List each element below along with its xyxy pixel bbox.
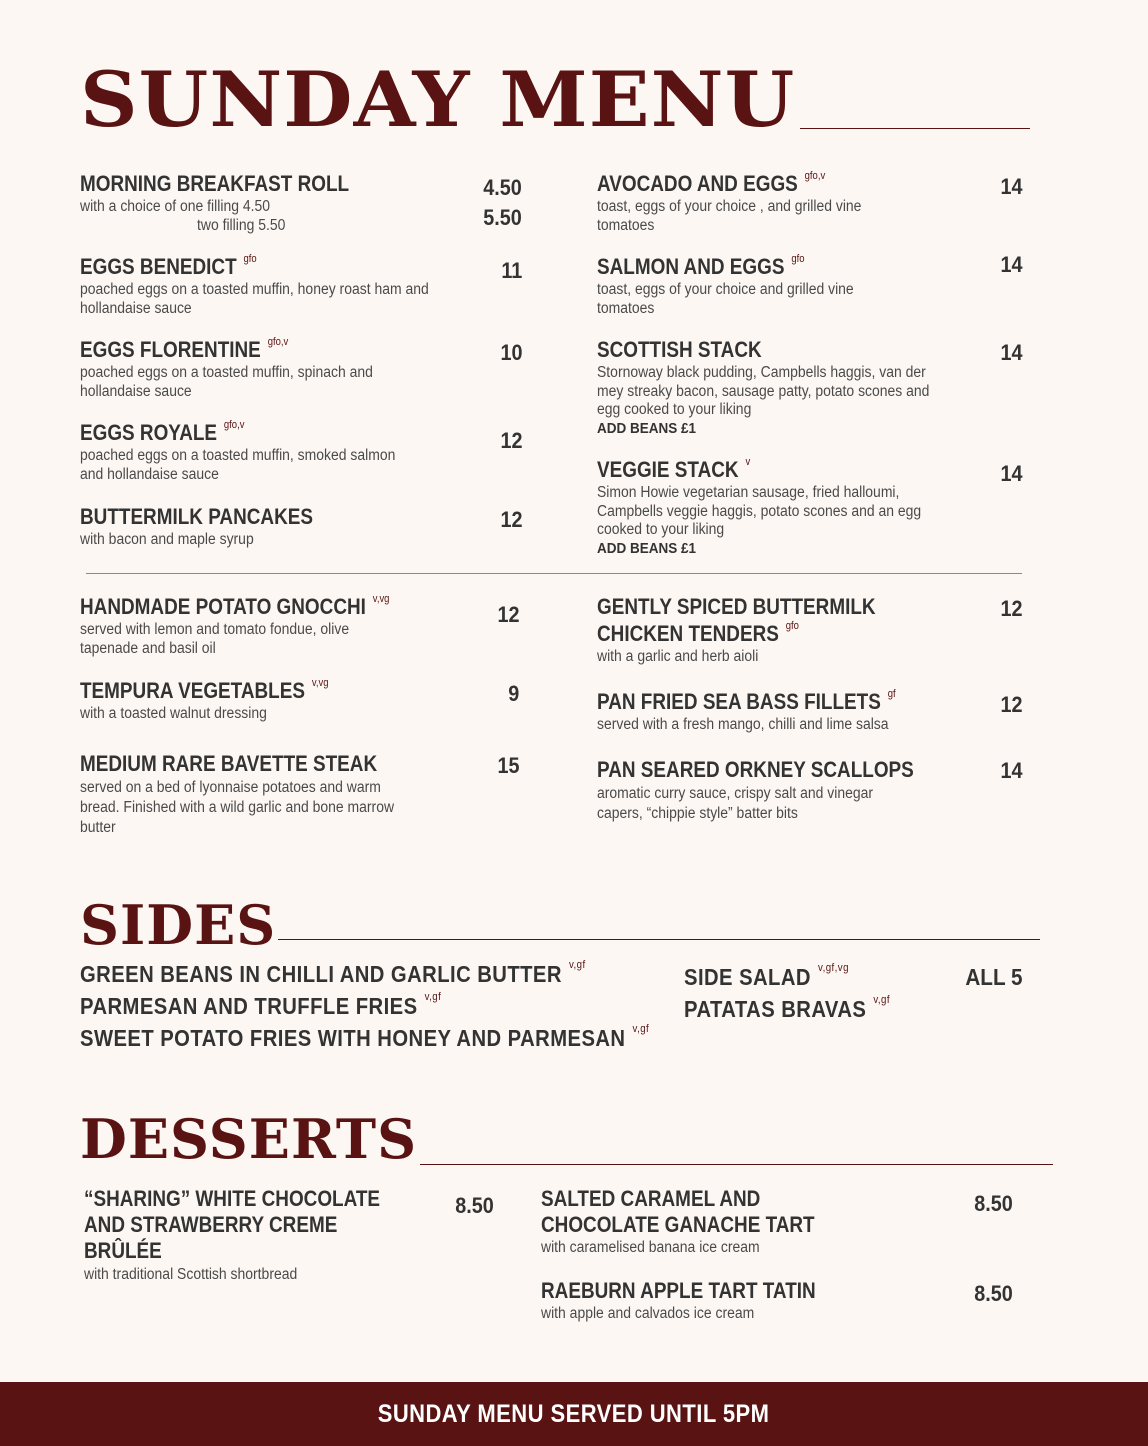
item-price: 12	[496, 602, 519, 627]
menu-item	[597, 758, 987, 824]
menu-item	[80, 679, 480, 724]
item-price: 14	[999, 174, 1022, 199]
dietary-tag: v,vg	[311, 677, 329, 689]
item-price: 12	[999, 692, 1022, 717]
item-name: PAN FRIED SEA BASS FILLETS $^{gf}$	[597, 688, 896, 714]
item-name: MEDIUM RARE BAVETTE STEAK	[80, 751, 378, 776]
item-name: EGGS ROYALE $^{gfo,v}$	[80, 419, 245, 445]
item-name: SALTED CARAMEL AND	[541, 1186, 761, 1211]
sides-list	[80, 961, 680, 1057]
dietary-tag: v,gf	[632, 1023, 650, 1035]
item-description: Stornoway black pudding, Campbells haggis, van der mey streaky bacon, sausage patty, potato scones and egg cooked to your liking	[597, 364, 930, 419]
side-item: PATATAS BRAVAS $^{v,gf}$	[684, 994, 891, 1022]
item-price: 12	[999, 596, 1022, 621]
menu-item	[597, 595, 987, 667]
dietary-tag: v,gf	[424, 991, 442, 1003]
dietary-tag: v,vg	[372, 593, 390, 605]
menu-item	[80, 421, 460, 484]
item-name: CHICKEN TENDERS $^{gfo}$	[597, 620, 799, 647]
item-price: 9	[507, 681, 519, 706]
item-description: served on a bed of lyonnaise potatoes and warm bread. Finished with a wild garlic and bone marrow butter	[80, 779, 395, 837]
side-item: SIDE SALAD $^{v,gf,vg}$	[684, 962, 849, 990]
dietary-tag: gf	[887, 688, 896, 700]
item-name: AND STRAWBERRY CREME	[84, 1212, 338, 1238]
dietary-tag: gfo,v	[267, 336, 289, 348]
title-rule	[800, 128, 1030, 129]
sides-heading: SIDES	[80, 893, 277, 957]
item-description: with a garlic and herb aioli	[597, 648, 759, 666]
item-description: toast, eggs of your choice , and grilled vine tomatoes	[597, 198, 862, 234]
item-name: TEMPURA VEGETABLES $^{v,vg}$	[80, 677, 329, 703]
menu-item	[597, 338, 987, 438]
item-description: toast, eggs of your choice and grilled vine tomatoes	[597, 281, 854, 317]
dessert-item	[84, 1187, 444, 1284]
item-name: EGGS BENEDICT $^{gfo}$	[80, 253, 257, 279]
menu-item	[80, 595, 480, 658]
menu-item	[597, 458, 987, 558]
dietary-tag: gfo	[785, 620, 799, 633]
item-name: SCOTTISH STACK	[597, 337, 762, 362]
sides-price: ALL 5	[964, 964, 1022, 990]
item-price: 14	[999, 252, 1022, 277]
item-name: SALMON AND EGGS $^{gfo}$	[597, 253, 805, 279]
item-price: 8.50	[974, 1281, 1013, 1306]
item-price: 8.50	[455, 1193, 494, 1218]
item-price: 12	[499, 428, 522, 453]
item-description: with bacon and maple syrup	[80, 531, 254, 549]
item-price: 14	[999, 758, 1022, 783]
item-name: BRÛLÉE	[84, 1238, 162, 1264]
item-description: with apple and calvados ice cream	[541, 1305, 755, 1323]
item-name: EGGS FLORENTINE $^{gfo,v}$	[80, 336, 289, 362]
item-description: poached eggs on a toasted muffin, spinach and hollandaise sauce	[80, 364, 373, 400]
sides-rule	[278, 939, 1040, 940]
dietary-tag: v	[745, 456, 751, 468]
item-name: GENTLY SPICED BUTTERMILK	[597, 594, 876, 619]
menu-item	[597, 255, 977, 318]
page-title: SUNDAY MENU	[80, 55, 796, 144]
item-addon: ADD BEANS £1	[597, 539, 697, 557]
item-price: 14	[999, 340, 1022, 365]
item-name: VEGGIE STACK $^v$	[597, 456, 751, 482]
dietary-tag: gfo,v	[804, 170, 826, 182]
dietary-tag: v,gf,vg	[818, 962, 849, 974]
item-price: 4.50	[483, 175, 522, 200]
item-description: with caramelised banana ice cream	[541, 1239, 760, 1257]
item-name: PAN SEARED ORKNEY SCALLOPS	[597, 757, 914, 782]
item-price: 11	[501, 258, 522, 283]
item-name: CHOCOLATE GANACHE TART	[541, 1212, 815, 1238]
side-item: GREEN BEANS IN CHILLI AND GARLIC BUTTER $^{v,gf}$	[80, 959, 586, 987]
menu-item	[80, 338, 460, 401]
item-description: with traditional Scottish shortbread	[84, 1265, 298, 1283]
dietary-tag: gfo,v	[223, 419, 245, 431]
footer-banner	[0, 1382, 1148, 1446]
desserts-rule	[420, 1164, 1053, 1165]
section-divider	[86, 573, 1022, 574]
item-price: 5.50	[483, 205, 522, 230]
item-name: MORNING BREAKFAST ROLL	[80, 171, 350, 196]
dietary-tag: gfo	[243, 253, 257, 265]
item-name: BUTTERMILK PANCAKES	[80, 504, 313, 529]
item-name: AVOCADO AND EGGS $^{gfo,v}$	[597, 170, 826, 196]
footer-text: SUNDAY MENU SERVED UNTIL 5PM	[378, 1399, 770, 1428]
dietary-tag: gfo	[791, 253, 805, 265]
menu-item	[80, 505, 460, 550]
item-description: with a toasted walnut dressing	[80, 705, 267, 723]
item-description: served with a fresh mango, chilli and lime salsa	[597, 716, 889, 734]
item-description: poached eggs on a toasted muffin, smoked salmon and hollandaise sauce	[80, 447, 396, 483]
menu-item	[597, 172, 977, 235]
dessert-item	[541, 1187, 901, 1258]
side-item: SWEET POTATO FRIES WITH HONEY AND PARMESAN $^{v,gf}$	[80, 1023, 650, 1051]
desserts-heading: DESSERTS	[80, 1107, 418, 1171]
item-price: 10	[499, 340, 522, 365]
item-price: 14	[999, 461, 1022, 486]
item-description: Simon Howie vegetarian sausage, fried halloumi, Campbells veggie haggis, potato scones and an egg cooked to your liking	[597, 484, 922, 539]
item-description: with a choice of one filling 4.50	[80, 198, 270, 216]
item-description: aromatic curry sauce, crispy salt and vinegar capers, “chippie style” batter bits	[597, 785, 874, 823]
item-name: HANDMADE POTATO GNOCCHI $^{v,vg}$	[80, 593, 390, 619]
menu-item	[597, 690, 987, 735]
menu-item	[80, 172, 460, 235]
item-description: served with lemon and tomato fondue, olive tapenade and basil oil	[80, 621, 350, 657]
side-item: PARMESAN AND TRUFFLE FRIES $^{v,gf}$	[80, 991, 442, 1019]
dietary-tag: v,gf	[568, 959, 586, 971]
dietary-tag: v,gf	[873, 994, 891, 1006]
item-price: 12	[499, 507, 522, 532]
item-addon: ADD BEANS £1	[597, 419, 697, 437]
item-price: 8.50	[974, 1191, 1013, 1216]
dessert-item	[541, 1279, 901, 1324]
item-price: 15	[496, 753, 519, 778]
item-description: poached eggs on a toasted muffin, honey roast ham and hollandaise sauce	[80, 281, 429, 317]
item-description: two filling 5.50	[197, 216, 286, 234]
menu-item	[80, 752, 480, 838]
item-name: “SHARING” WHITE CHOCOLATE	[84, 1186, 381, 1211]
sides-list	[684, 964, 944, 1028]
menu-item	[80, 255, 460, 318]
item-name: RAEBURN APPLE TART TATIN	[541, 1278, 816, 1303]
